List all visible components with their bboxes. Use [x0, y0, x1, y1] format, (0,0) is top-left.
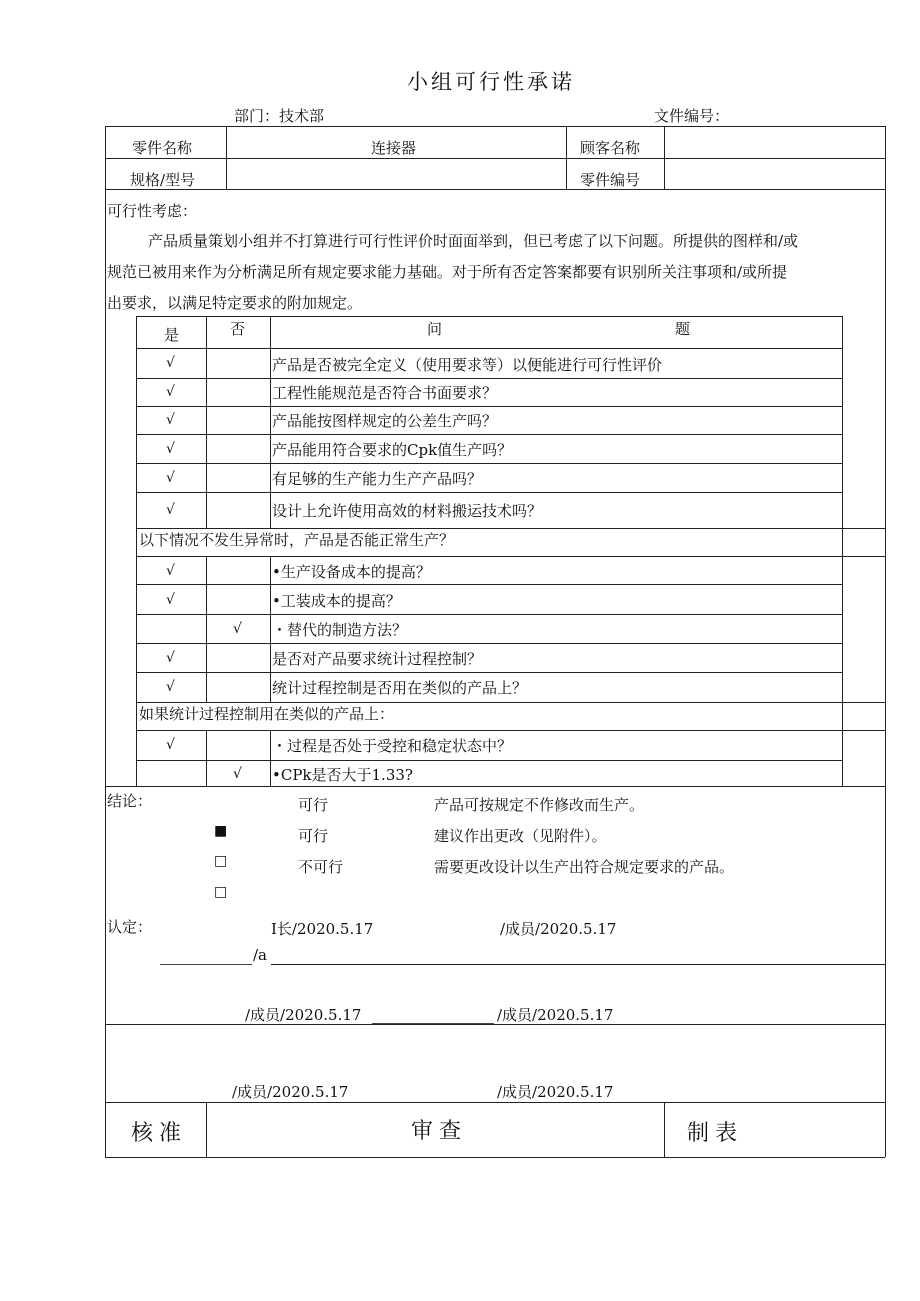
question-text: 设计上允许使用高效的材料搬运技术吗？	[272, 502, 543, 520]
customer-name-label: 顾客名称	[580, 139, 641, 157]
signature-leader: I长/2020.5.17	[271, 920, 374, 938]
option-description: 产品可按规定不作修改而生产。	[434, 796, 645, 814]
yes-check: √	[166, 679, 175, 695]
question-text: 是否对产品要求统计过程控制？	[272, 650, 483, 668]
question-text: 有足够的生产能力生产产品吗？	[272, 470, 483, 488]
option-status: 可行	[298, 796, 329, 814]
column-yes: 是	[164, 326, 180, 344]
signature-member: /成员/2020.5.17	[497, 1083, 614, 1101]
signature-member: /成员/2020.5.17	[245, 1006, 362, 1024]
unchecked-box-icon: □	[214, 884, 228, 900]
question-text: 工程性能规范是否符合书面要求？	[272, 384, 498, 402]
signature-member: /成员/2020.5.17	[232, 1083, 349, 1101]
part-name-value: 连接器	[371, 139, 417, 157]
question-text: •CPk是否大于1.33?	[272, 766, 413, 784]
yes-check: √	[166, 470, 175, 486]
footer-review: 审查	[411, 1119, 468, 1144]
yes-check: √	[166, 412, 175, 428]
yes-check: √	[166, 592, 175, 608]
section-heading: 如果统计过程控制用在类似的产品上：	[139, 705, 395, 723]
section-heading: 以下情况不发生异常时，产品是否能正常生产？	[139, 531, 455, 549]
no-check: √	[233, 621, 242, 637]
question-text: 产品是否被完全定义（使用要求等）以便能进行可行性评价	[272, 356, 663, 374]
file-number: 文件编号：	[654, 107, 730, 125]
considerations-line-1: 产品质量策划小组并不打算进行可行性评价时面面举到，但已考虑了以下问题。所提供的图样和/或	[148, 232, 799, 250]
yes-check: √	[166, 502, 175, 518]
question-text: 统计过程控制是否用在类似的产品上？	[272, 679, 528, 697]
signature-line	[160, 964, 252, 965]
question-text: ・替代的制造方法？	[272, 621, 408, 639]
question-text: 产品能用符合要求的Cpk值生产吗？	[272, 441, 513, 459]
option-description: 建议作出更改（见附件）。	[434, 827, 607, 845]
border-right	[885, 126, 886, 1157]
approval-label: 认定：	[107, 918, 153, 936]
part-name-label: 零件名称	[132, 139, 193, 157]
question-text: •工装成本的提高？	[272, 592, 401, 610]
signature-member: /成员/2020.5.17	[497, 1006, 614, 1024]
conclusion-label: 结论：	[107, 792, 153, 810]
page-title: 小组可行性承诺	[407, 70, 575, 94]
column-no: 否	[230, 320, 246, 338]
part-number-label: 零件编号	[580, 171, 641, 189]
considerations-line-3: 出要求，以满足特定要求的附加规定。	[107, 294, 363, 312]
question-text: ・过程是否处于受控和稳定状态中？	[272, 737, 513, 755]
unchecked-box-icon: □	[214, 853, 228, 869]
option-status: 可行	[298, 827, 329, 845]
border-left	[105, 126, 106, 1157]
considerations-label: 可行性考虑：	[107, 202, 198, 220]
yes-check: √	[166, 650, 175, 666]
considerations-line-2: 规范已被用来作为分析满足所有规定要求能力基础。对于所有否定答案都要有识别所关注事项和/或所提	[107, 263, 788, 281]
footer-approve: 核准	[131, 1121, 188, 1146]
column-question-2: 题	[675, 320, 691, 338]
question-text: 产品能按图样规定的公差生产吗？	[272, 412, 498, 430]
yes-check: √	[166, 737, 175, 753]
signature-partial: /a	[253, 946, 267, 964]
spec-model-label: 规格/型号	[130, 171, 196, 189]
signature-member: /成员/2020.5.17	[500, 920, 617, 938]
yes-check: √	[166, 563, 175, 579]
no-check: √	[233, 766, 242, 782]
footer-prepare: 制表	[687, 1121, 744, 1146]
checked-box-icon: ■	[214, 823, 228, 839]
department: 部门：技术部	[234, 107, 325, 125]
question-text: •生产设备成本的提高？	[272, 563, 431, 581]
yes-check: √	[166, 441, 175, 457]
yes-check: √	[166, 384, 175, 400]
column-question-1: 问	[427, 320, 443, 338]
yes-check: √	[166, 355, 175, 371]
option-description: 需要更改设计以生产出符合规定要求的产品。	[434, 858, 735, 876]
option-status: 不可行	[298, 858, 344, 876]
